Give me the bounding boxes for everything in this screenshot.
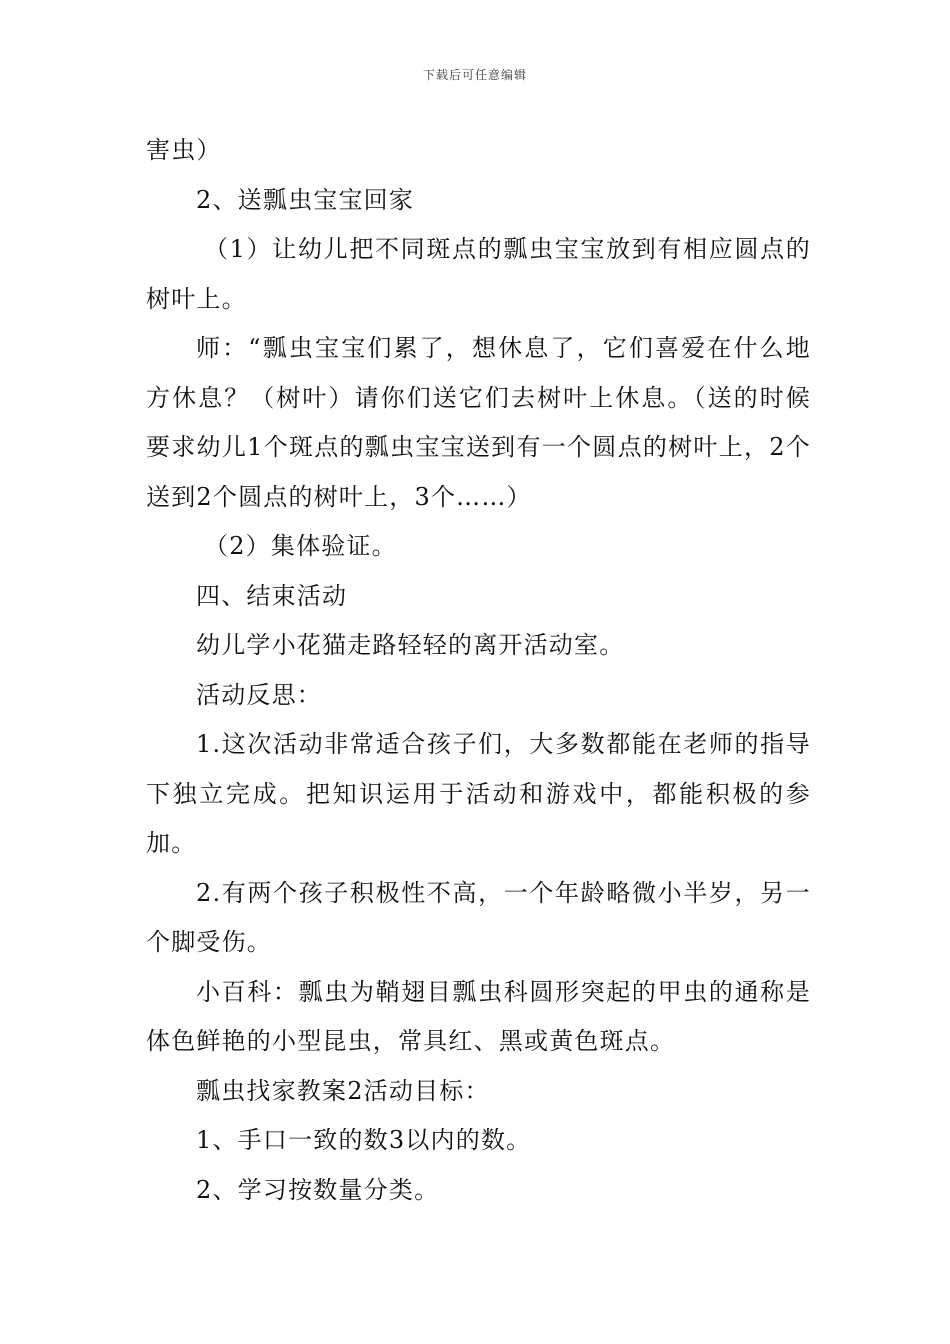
- section-heading-lesson-plan-2: 瓢虫找家教案2活动目标：: [196, 1076, 490, 1105]
- page-header: 下载后可任意编辑: [422, 68, 527, 82]
- paragraph-continuation: 害虫）: [146, 136, 222, 164]
- section-heading-send-home: 2、送瓢虫宝宝回家: [196, 185, 415, 214]
- paragraph-encyclopedia: 小百科：瓢虫为鞘翅目瓢虫科圆形突起的甲虫的通称是体色鲜艳的小型昆虫，常具红、黑或黄色斑点。: [146, 977, 811, 1055]
- paragraph-goal-2: 2、学习按数量分类。: [196, 1175, 440, 1204]
- section-heading-end-activity: 四、结束活动: [196, 581, 348, 610]
- paragraph-goal-1: 1、手口一致的数3以内的数。: [196, 1126, 532, 1154]
- paragraph-step-1: （1）让幼儿把不同斑点的瓢虫宝宝放到有相应圆点的树叶上。: [146, 235, 811, 313]
- paragraph-teacher-speech: 师：“瓢虫宝宝们累了，想休息了，它们喜爱在什么地方休息？（树叶）请你们送它们去树叶上休息。（送的时候要求幼儿1个斑点的瓢虫宝宝送到有一个圆点的树叶上，2个送到2个圆点的树叶上，3个……）: [146, 334, 811, 511]
- paragraph-reflection-1: 1.这次活动非常适合孩子们，大多数都能在老师的指导下独立完成。把知识运用于活动和游戏中，都能积极的参加。: [146, 730, 811, 857]
- document-body: [146, 126, 811, 1215]
- paragraph-leave-room: 幼儿学小花猫走路轻轻的离开活动室。: [196, 631, 625, 659]
- section-heading-reflection: 活动反思：: [196, 680, 322, 709]
- paragraph-step-2: （2）集体验证。: [204, 532, 397, 560]
- paragraph-reflection-2: 2.有两个孩子积极性不高，一个年龄略微小半岁，另一个脚受伤。: [146, 878, 811, 956]
